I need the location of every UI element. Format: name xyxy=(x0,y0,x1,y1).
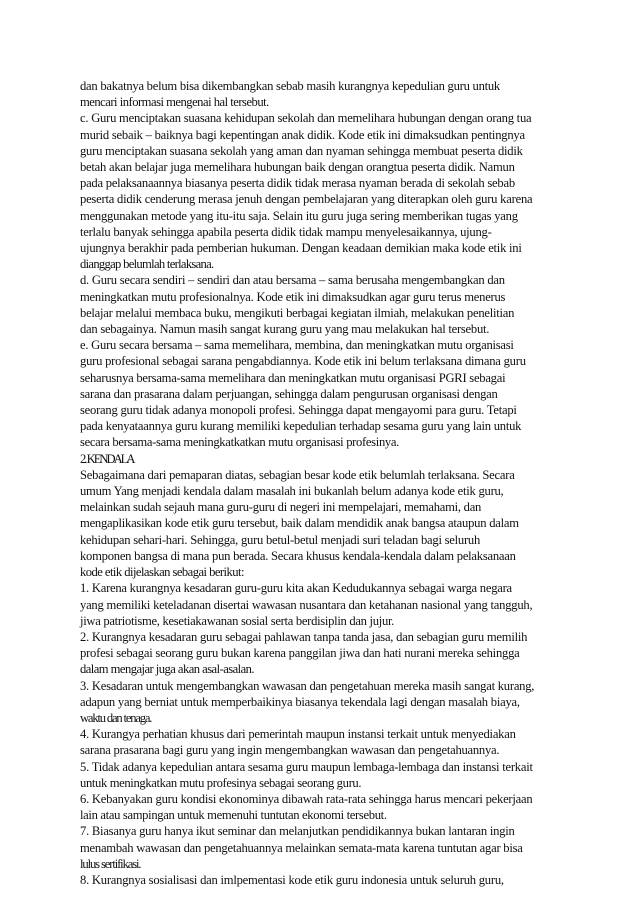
text-line: Sebagaimana dari pemaparan diatas, sebagian besar kode etik belumlah terlaksana. Secara xyxy=(80,467,515,482)
text-line: untuk meningkatkan mutu profesinya sebagai seorang guru. xyxy=(80,775,362,790)
text-line: umum Yang menjadi kendala dalam masalah ini bukanlah belum adanya kode etik guru, xyxy=(80,484,504,499)
text-line: lulus sertifikasi. xyxy=(80,856,141,871)
text-line: seharusnya bersama-sama memelihara dan meningkatkan mutu organisasi PGRI sebagai xyxy=(80,370,506,385)
text-line: 1. Karena kurangnya kesadaran guru-guru kita akan Kedudukannya sebagai warga negara xyxy=(80,581,512,596)
text-line: menggunakan metode yang itu-itu saja. Selain itu guru juga sering memberikan tugas yang xyxy=(80,208,518,223)
text-line: 8. Kurangnya sosialisasi dan imlpementasi kode etik guru indonesia untuk seluruh guru, xyxy=(80,872,504,887)
text-line: pada kenyataannya guru kurang memiliki kepedulian terhadap sesama guru yang lain untuk xyxy=(80,419,522,434)
text-line: adapun yang berniat untuk memperbaikinya biasanya tekendala lagi dengan masalah biaya, xyxy=(80,694,520,709)
text-line: secara bersama-sama meningkatkatkan mutu organisasi profesinya. xyxy=(80,435,400,450)
text-line: mengaplikasikan kode etik guru tersebut, baik dalam mendidik anak bangsa ataupun dalam xyxy=(80,516,519,531)
text-line: kehidupan sehari-hari. Sehingga, guru betul-betul menjadi suri teladan bagi seluruh xyxy=(80,532,481,547)
text-line: sarana dan prasarana dalam perjuangan, sehingga dalam pengurusan organisasi dengan xyxy=(80,386,498,401)
text-line: guru profesional sebagai sarana pengabdiannya. Kode etik ini belum terlaksana dimana guru xyxy=(80,354,526,369)
text-line: dan bakatnya belum bisa dikembangkan sebab masih kurangnya kepedulian guru untuk xyxy=(80,79,500,93)
text-line: dalam mengajar juga akan asal-asalan. xyxy=(80,662,255,677)
text-line: meningkatkan mutu profesionalnya. Kode etik ini dimaksudkan agar guru terus menerus xyxy=(80,289,506,304)
text-line: 2. KENDALA xyxy=(80,451,134,466)
text-line: dan sebagainya. Namun masih sangat kurang guru yang mau melakukan hal tersebut. xyxy=(80,322,490,337)
text-line: seorang guru tidak adanya monopoli profesi. Sehingga dapat mengayomi para guru. Tetapi xyxy=(80,403,517,418)
text-line: yang memiliki keteladanan disertai wawasan nusantara dan ketahanan nasional yang tangguh, xyxy=(80,597,533,612)
text-line: terlalu banyak sehingga apabila peserta didik tidak mampu menyelesaikannya, ujung- xyxy=(80,224,492,239)
text-line: e. Guru secara bersama – sama memelihara, membina, dan meningkatkan mutu organisasi xyxy=(80,338,514,353)
text-line: belajar melalui membaca buku, mengikuti berbagai kegiatan ilmiah, melakukan penelitian xyxy=(80,305,515,320)
text-line: 4. Kurangya perhatian khusus dari pemerintah maupun instansi terkait untuk menyediakan xyxy=(80,727,516,742)
text-line: d. Guru secara sendiri – sendiri dan atau bersama – sama berusaha mengembangkan dan xyxy=(80,273,505,288)
text-line: 3. Kesadaran untuk mengembangkan wawasan dan pengetahuan mereka masih sangat kurang, xyxy=(80,678,535,693)
text-line: komponen bangsa di mana pun berada. Secara khusus kendala-kendala dalam pelaksanaan xyxy=(80,548,516,563)
document-body-text xyxy=(80,78,580,888)
text-line: ujungnya berakhir pada pemberian hukuman. Dengan keadaan demikian maka kode etik ini xyxy=(80,241,522,256)
text-line: c. Guru menciptakan suasana kehidupan sekolah dan memelihara hubungan dengan orang tua xyxy=(80,111,532,126)
text-line: jiwa patriotisme, kesetiakawanan sosial serta berdisiplin dan jujur. xyxy=(80,613,395,628)
text-line: betah akan belajar juga memelihara hubungan baik dengan orangtua peserta didik. Namun xyxy=(80,160,515,175)
text-line: lain atau sampingan untuk memenuhi tuntutan ekonomi tersebut. xyxy=(80,808,387,823)
text-line: melainkan sudah sejauh mana guru-guru di negeri ini mempelajari, memahami, dan xyxy=(80,500,482,515)
text-line: 2. Kurangnya kesadaran guru sebagai pahlawan tanpa tanda jasa, dan sebagian guru memilih xyxy=(80,629,528,644)
text-line: kode etik dijelaskan sebagai berikut: xyxy=(80,565,244,580)
text-line: murid sebaik – baiknya bagi kepentingan anak didik. Kode etik ini dimaksudkan pentingnya xyxy=(80,127,525,142)
text-line: guru menciptakan suasana sekolah yang aman dan nyaman sehingga membuat peserta didik xyxy=(80,143,523,158)
text-line: pada pelaksanaannya biasanya peserta didik tidak merasa nyaman berada di sekolah sebab xyxy=(80,176,515,191)
text-line: menambah wawasan dan pengetahuannya melainkan semata-mata karena tuntutan agar bisa xyxy=(80,840,523,855)
text-line: mencari informasi mengenai hal tersebut. xyxy=(80,95,269,110)
text-line: waktu dan tenaga. xyxy=(80,710,152,725)
text-line: profesi sebagai seorang guru bukan karena panggilan jiwa dan hati nurani mereka sehingga xyxy=(80,646,520,661)
text-line: dianggap belumlah terlaksana. xyxy=(80,257,214,272)
text-line: 6. Kebanyakan guru kondisi ekonominya dibawah rata-rata sehingga harus mencari pekerjaan xyxy=(80,791,533,806)
text-line: peserta didik cenderung merasa jenuh dengan pembelajaran yang diterapkan oleh guru karena xyxy=(80,192,533,207)
text-line: 5. Tidak adanya kepedulian antara sesama guru maupun lembaga-lembaga dan instansi terkait xyxy=(80,759,533,774)
text-line: sarana prasarana bagi guru yang ingin mengembangkan wawasan dan pengetahuannya. xyxy=(80,743,500,758)
text-line: 7. Biasanya guru hanya ikut seminar dan melanjutkan pendidikannya bukan lantaran ingin xyxy=(80,824,515,839)
